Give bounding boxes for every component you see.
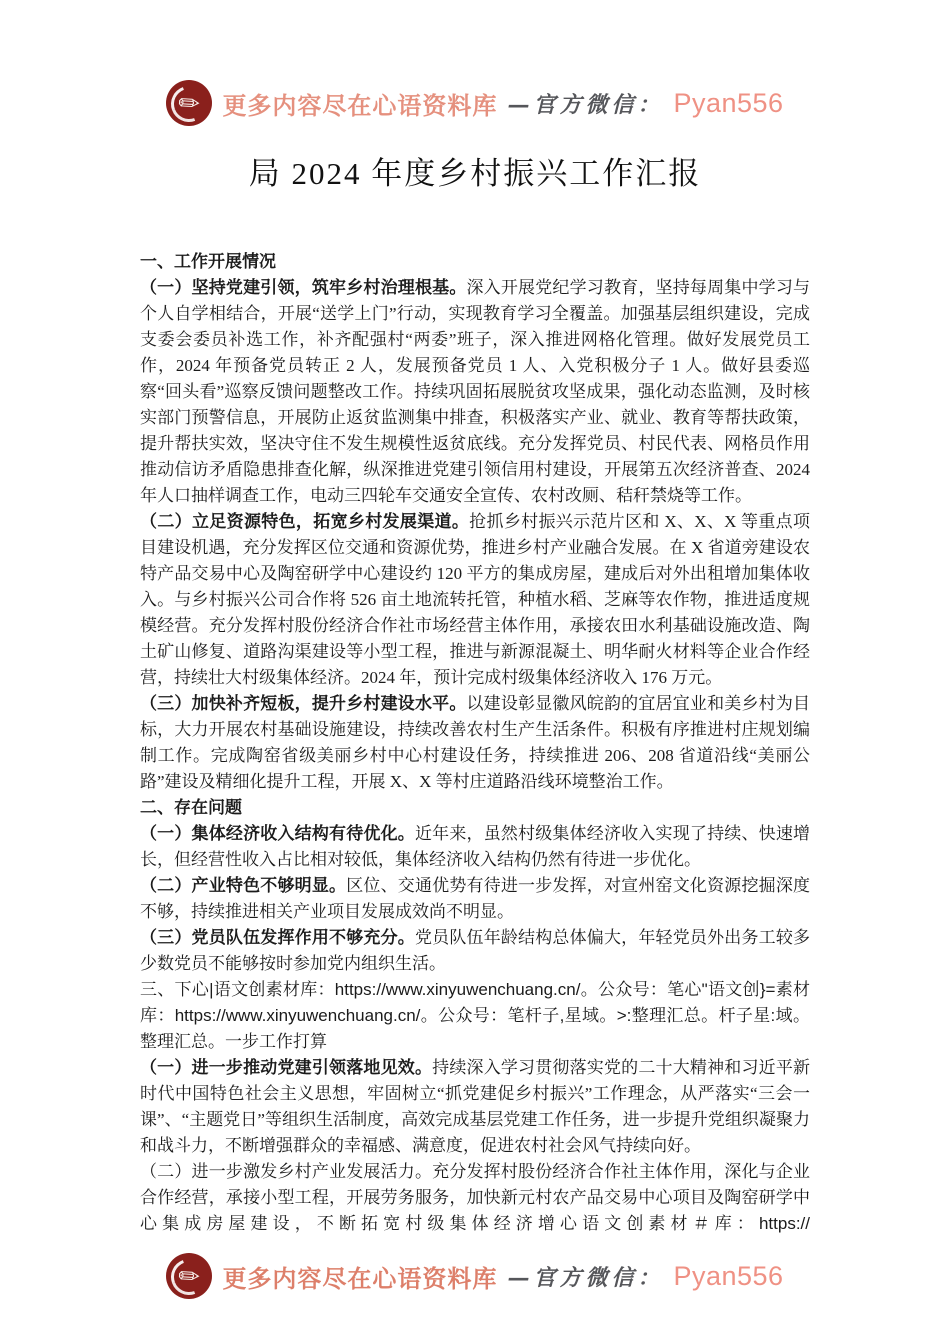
paragraph-text: 深入开展党纪学习教育，坚持每周集中学习与个人自学相结合，开展“送学上门”行动，实现教育学习全覆盖。加强基层组织建设，完成支委会委员补选工作，补齐配强村“两委”班子，深入推进网格化管理。做好发展党员工作，2024 年预备党员转正 2 人，发展预备党员 1 人、入党积极分子 1 人。做好县委巡察“回头看”巡察反馈问题整改工作。持续巩固拓展脱贫攻坚成果，强化动态监测，及时核实部门预警信息，开展防止返贫监测集中排查，积极落实产业、就业、教育等帮扶政策，提升帮扶实效，坚决守住不发生规模性返贫底线。充分发挥党员、村民代表、网格员作用推动信访矛盾隐患排查化解，纵深推进党建引领信用村建设，开展第五次经济普查、2024 年人口抽样调查工作，电动三四轮车交通安全宣传、农村改厕、秸秆禁烧等工作。 (140, 278, 810, 505)
watermark-divider-text: —官方微信： (507, 1264, 664, 1291)
document-body (0, 249, 950, 1237)
heading-text: 二、存在问题 (140, 798, 242, 817)
section-heading (140, 249, 810, 275)
pen-nib-logo-icon (166, 80, 212, 126)
watermark-wechat-id: Pyan556 (673, 1260, 784, 1291)
paragraph-lead: （三）党员队伍发挥作用不够充分。 (140, 928, 415, 947)
watermark-brand-text: 更多内容尽在心语资料库 (222, 90, 498, 120)
paragraph (140, 925, 810, 977)
watermark-brand-text: 更多内容尽在心语资料库 (222, 1263, 498, 1293)
paragraph (140, 691, 810, 795)
paragraph-lead: （一）坚持党建引领，筑牢乡村治理根基。 (140, 278, 467, 297)
paragraph-lead: （一）进一步推动党建引领落地见效。 (140, 1058, 433, 1077)
paragraph-text: 持续深入学习贯彻落实党的二十大精神和习近平新时代中国特色社会主义思想，牢固树立“抓党建促乡村振兴”工作理念，从严落实“三会一课”、“主题党日”等组织生活制度，高效完成基层党建工作任务，进一步提升党组织凝聚力和战斗力，不断增强群众的幸福感、满意度，促进农村社会风气持续向好。 (140, 1058, 811, 1155)
paragraph (140, 873, 810, 925)
paragraph-lead: （二）立足资源特色，拓宽乡村发展渠道。 (140, 512, 470, 531)
paragraph-lead: （二）产业特色不够明显。 (140, 876, 347, 895)
paragraph-text: （二）进一步激发乡村产业发展活力。充分发挥村股份经济合作社主体作用，深化与企业合作经营，承接小型工程，开展劳务服务，加快新元村农产品交易中心项目及陶窑研学中心集成房屋建设，不断拓宽村级集体经济增心语文创素材＃库：https:// (140, 1162, 810, 1233)
footer-watermark (0, 1253, 950, 1299)
paragraph-text: 以建设彰显徽风皖韵的宜居宜业和美乡村为目标，大力开展农村基础设施建设，持续改善农村生产生活条件。积极有序推进村庄规划编制工作。完成陶窑省级美丽乡村中心村建设任务，持续推进 206、208 省道沿线“美丽公路”建设及精细化提升工程，开展 X、X 等村庄道路沿线环境整治工作。 (140, 694, 810, 791)
heading-text: 一、工作开展情况 (140, 252, 276, 271)
paragraph-lead: （三）加快补齐短板，提升乡村建设水平。 (140, 694, 467, 713)
paragraph (140, 509, 810, 691)
pen-nib-icon: ✎ (171, 1258, 207, 1294)
pen-nib-icon: ✎ (171, 85, 207, 121)
paragraph-text: 近年来，虽然村级集体经济收入实现了持续、快速增长，但经营性收入占比相对较低，集体经济收入结构仍然有待进一步优化。 (140, 824, 811, 869)
watermark-wechat-id: Pyan556 (673, 87, 784, 118)
watermark-divider-text: —官方微信： (507, 91, 664, 118)
document-title: 局 2024 年度乡村振兴工作汇报 (248, 156, 702, 191)
paragraph (140, 275, 810, 509)
section-heading (140, 795, 810, 821)
paragraph (140, 1055, 810, 1159)
paragraph (140, 977, 810, 1055)
paragraph (140, 821, 810, 873)
paragraph (140, 1159, 810, 1237)
header-watermark (0, 0, 950, 126)
paragraph-text: 三、下心|语文创素材库：https://www.xinyuwenchuang.cn/。公众号：笔心"语文创}=素材库：https://www.xinyuwenchuang.cn/。公众号：笔杆子,星域。>:整理汇总。杆子星:域。整理汇总。一步工作打算 (140, 980, 810, 1051)
pen-nib-logo-icon (166, 1253, 212, 1299)
paragraph-text: 抢抓乡村振兴示范片区和 X、X、X 等重点项目建设机遇，充分发挥区位交通和资源优势，推进乡村产业融合发展。在 X 省道旁建设农特产品交易中心及陶窑研学中心建设约 120 平方的集成房屋，建成后对外出租增加集体收入。与乡村振兴公司合作将 526 亩土地流转托管，种植水稻、芝麻等农作物，推进适度规模经营。充分发挥村股份经济合作社市场经营主体作用，承接农田水利基础设施改造、陶土矿山修复、道路沟渠建设等小型工程，推进与新源混凝土、明华耐火材料等企业合作经营，持续壮大村级集体经济。2024 年，预计完成村级集体经济收入 176 万元。 (140, 512, 810, 687)
paragraph-lead: （一）集体经济收入结构有待优化。 (140, 824, 415, 843)
paragraph-text: 党员队伍年龄结构总体偏大，年轻党员外出务工较多少数党员不能够按时参加党内组织生活。 (140, 928, 811, 973)
paragraph-text: 区位、交通优势有待进一步发挥，对宣州窑文化资源挖掘深度不够，持续推进相关产业项目发展成效尚不明显。 (140, 876, 811, 921)
